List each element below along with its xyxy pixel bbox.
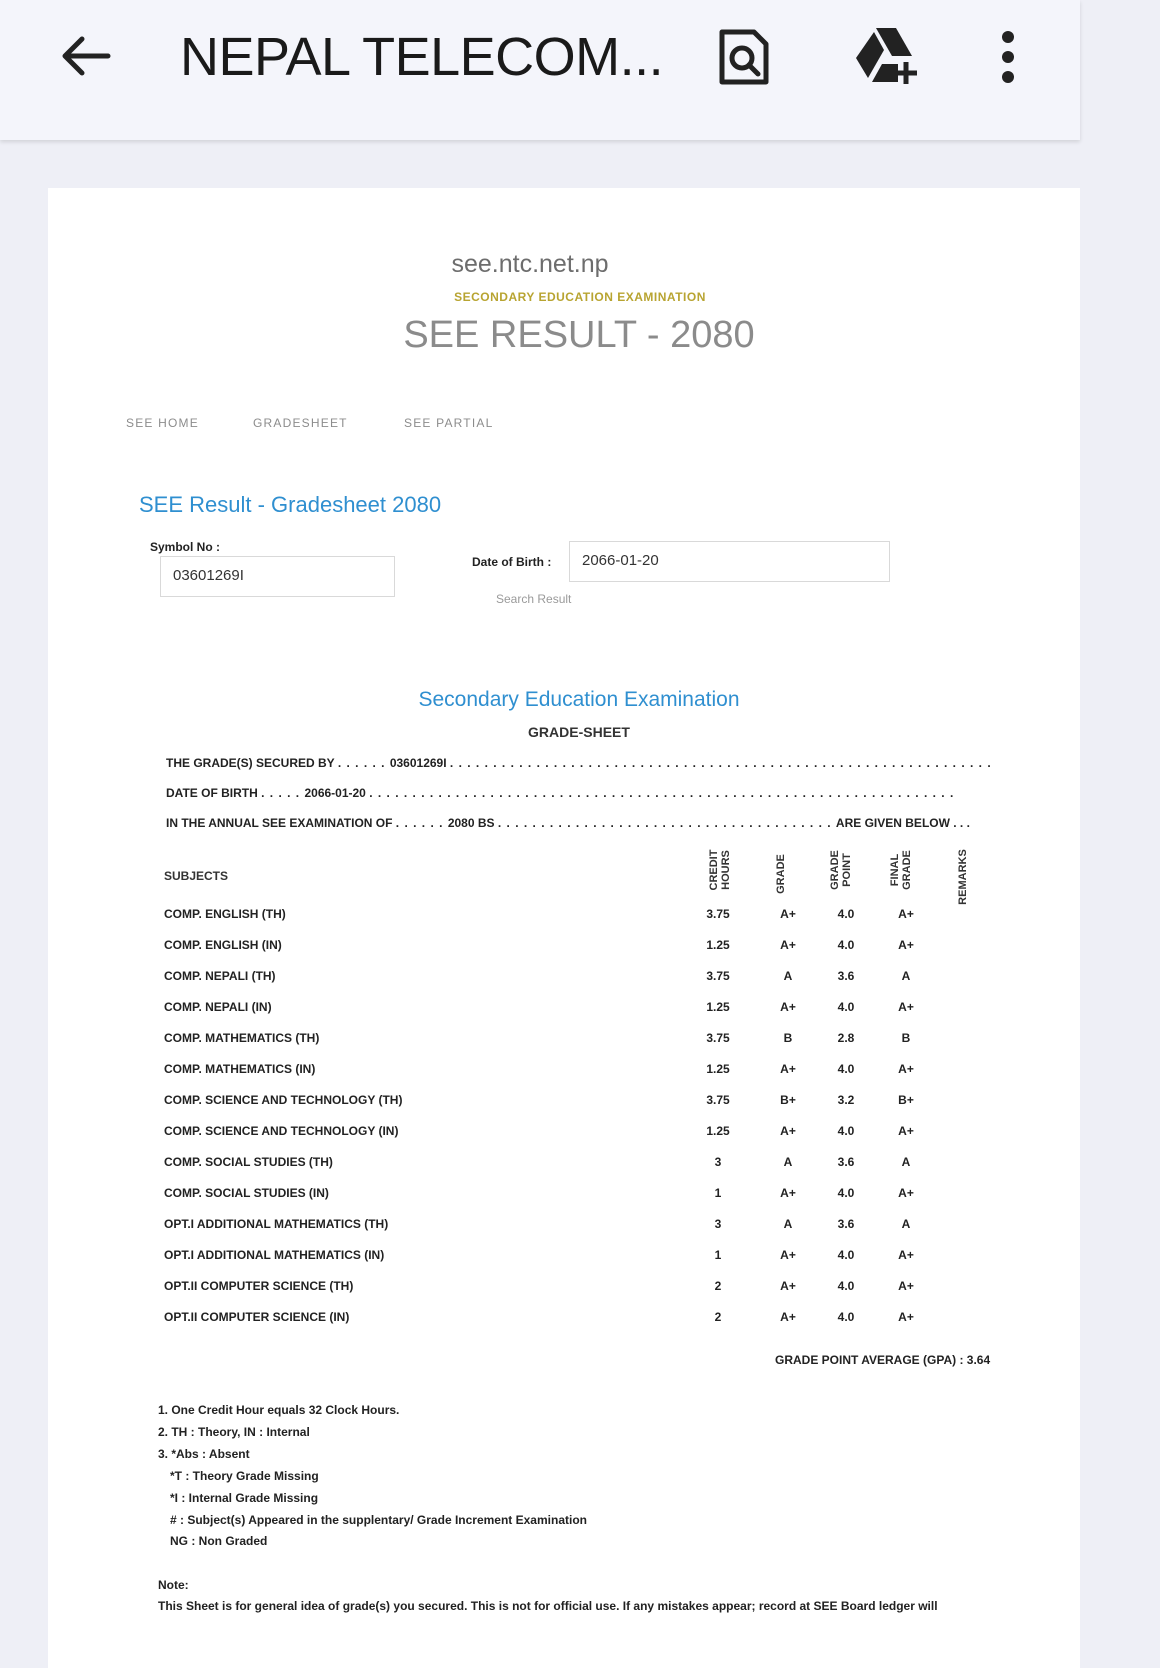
grade-cell: A xyxy=(783,1155,793,1169)
point-cell: 4.0 xyxy=(837,1000,855,1014)
final-cell: A+ xyxy=(898,1186,914,1200)
dob-line-label: DATE OF BIRTH xyxy=(166,786,258,800)
table-row xyxy=(164,1062,964,1082)
back-arrow-icon[interactable] xyxy=(58,34,114,78)
grade-cell: A+ xyxy=(780,907,796,921)
final-cell: A+ xyxy=(898,1124,914,1138)
point-cell: 2.8 xyxy=(837,1031,855,1045)
subject-cell: COMP. SOCIAL STUDIES (IN) xyxy=(164,1186,329,1200)
grade-cell: A+ xyxy=(780,1000,796,1014)
grade-cell: A+ xyxy=(780,938,796,952)
credit-cell: 1.25 xyxy=(706,1062,730,1076)
table-row xyxy=(164,969,964,989)
grade-cell: B xyxy=(783,1031,793,1045)
table-row xyxy=(164,1186,964,1206)
note-line-7: NG : Non Graded xyxy=(170,1534,268,1548)
app-title: NEPAL TELECOM... xyxy=(180,27,664,87)
final-cell: A xyxy=(901,1217,911,1231)
final-cell: A+ xyxy=(898,1310,914,1324)
table-row xyxy=(164,1217,964,1237)
credit-cell: 2 xyxy=(714,1310,722,1324)
note-label: Note: xyxy=(158,1578,189,1592)
annual-label: IN THE ANNUAL SEE EXAMINATION OF xyxy=(166,816,393,830)
table-row xyxy=(164,1000,964,1020)
dob-line: DATE OF BIRTH . . . . . 2066-01-20 . . . . . . . . . . . . . . . . . . . . . . . . . . . . . . . . . . . . . . . . . . . . . . . . . . . . . . . . . . . . . . . . . . . . xyxy=(166,786,955,800)
final-cell: B+ xyxy=(898,1093,914,1107)
subject-cell: COMP. ENGLISH (IN) xyxy=(164,938,282,952)
credit-cell: 3.75 xyxy=(706,1093,730,1107)
symbol-input[interactable]: 03601269I xyxy=(160,556,395,597)
final-cell: A+ xyxy=(898,1000,914,1014)
subject-cell: OPT.II COMPUTER SCIENCE (IN) xyxy=(164,1310,350,1324)
credit-cell: 1 xyxy=(714,1186,722,1200)
annual-exam-line: IN THE ANNUAL SEE EXAMINATION OF . . . . . . 2080 BS . . . . . . . . . . . . . . . . . . . . . . . . . . . . . . . . . . . . . . . ARE GIVEN BELOW . . . xyxy=(166,816,970,830)
add-to-drive-icon[interactable] xyxy=(854,26,922,84)
credit-cell: 3.75 xyxy=(706,969,730,983)
point-cell: 4.0 xyxy=(837,938,855,952)
point-cell: 3.2 xyxy=(837,1093,855,1107)
point-cell: 3.6 xyxy=(837,1217,855,1231)
point-cell: 4.0 xyxy=(837,907,855,921)
nav-see-home[interactable]: SEE HOME xyxy=(126,416,199,430)
final-cell: A+ xyxy=(898,1062,914,1076)
final-cell: A+ xyxy=(898,1279,914,1293)
subject-cell: COMP. SCIENCE AND TECHNOLOGY (IN) xyxy=(164,1124,399,1138)
grade-point-header: GRADE POINT xyxy=(829,850,853,890)
point-cell: 4.0 xyxy=(837,1310,855,1324)
point-cell: 3.6 xyxy=(837,1155,855,1169)
final-cell: A xyxy=(901,969,911,983)
grade-cell: A+ xyxy=(780,1124,796,1138)
credit-cell: 3.75 xyxy=(706,907,730,921)
sheet-title: Secondary Education Examination xyxy=(418,688,740,711)
subject-cell: COMP. ENGLISH (TH) xyxy=(164,907,286,921)
credit-cell: 3.75 xyxy=(706,1031,730,1045)
table-row xyxy=(164,938,964,958)
annual-suffix: ARE GIVEN BELOW . . . xyxy=(835,816,970,830)
grade-cell: A+ xyxy=(780,1279,796,1293)
grade-cell: A xyxy=(783,969,793,983)
dob-label: Date of Birth : xyxy=(472,555,552,569)
remarks-header: REMARKS xyxy=(957,849,969,905)
dob-line-value: 2066-01-20 xyxy=(304,786,366,800)
point-cell: 4.0 xyxy=(837,1124,855,1138)
more-vert-icon[interactable] xyxy=(1000,30,1016,84)
site-url: see.ntc.net.np xyxy=(451,250,609,278)
sheet-subtitle: GRADE-SHEET xyxy=(528,724,630,740)
subject-cell: COMP. MATHEMATICS (TH) xyxy=(164,1031,320,1045)
credit-cell: 3 xyxy=(714,1155,722,1169)
gradesheet-heading: SEE Result - Gradesheet 2080 xyxy=(139,492,442,517)
credit-cell: 2 xyxy=(714,1279,722,1293)
app-bar xyxy=(0,0,1080,140)
credit-cell: 1 xyxy=(714,1248,722,1262)
dob-input[interactable]: 2066-01-20 xyxy=(569,541,890,582)
subject-cell: OPT.I ADDITIONAL MATHEMATICS (TH) xyxy=(164,1217,389,1231)
point-cell: 4.0 xyxy=(837,1248,855,1262)
table-row xyxy=(164,1155,964,1175)
secured-label: THE GRADE(S) SECURED BY xyxy=(166,756,335,770)
point-cell: 4.0 xyxy=(837,1062,855,1076)
subject-cell: COMP. NEPALI (IN) xyxy=(164,1000,272,1014)
final-cell: A xyxy=(901,1155,911,1169)
find-in-page-icon[interactable] xyxy=(718,28,770,86)
note-text: This Sheet is for general idea of grade(s) you secured. This is not for official use. If any mistakes appear; record at SEE Board ledger will xyxy=(158,1599,938,1613)
document-page xyxy=(48,188,1080,1668)
grade-cell: A+ xyxy=(780,1062,796,1076)
note-line-2: 2. TH : Theory, IN : Internal xyxy=(158,1425,310,1439)
point-cell: 4.0 xyxy=(837,1186,855,1200)
annual-value: 2080 BS xyxy=(447,816,495,830)
note-line-6: # : Subject(s) Appeared in the supplentary/ Grade Increment Examination xyxy=(170,1513,587,1527)
table-row xyxy=(164,1124,964,1144)
final-cell: B xyxy=(901,1031,911,1045)
note-line-5: *I : Internal Grade Missing xyxy=(170,1491,319,1505)
symbol-label: Symbol No : xyxy=(150,540,221,554)
final-cell: A+ xyxy=(898,938,914,952)
exam-label: SECONDARY EDUCATION EXAMINATION xyxy=(454,290,706,304)
subject-cell: COMP. MATHEMATICS (IN) xyxy=(164,1062,316,1076)
table-row xyxy=(164,907,964,927)
table-row xyxy=(164,1310,964,1330)
credit-hours-header: CREDIT HOURS xyxy=(708,849,732,891)
note-line-3: 3. *Abs : Absent xyxy=(158,1447,250,1461)
credit-cell: 1.25 xyxy=(706,1000,730,1014)
subject-cell: OPT.II COMPUTER SCIENCE (TH) xyxy=(164,1279,354,1293)
note-line-1: 1. One Credit Hour equals 32 Clock Hours. xyxy=(158,1403,400,1417)
grade-cell: A+ xyxy=(780,1310,796,1324)
subjects-header: SUBJECTS xyxy=(164,869,229,883)
table-row xyxy=(164,1248,964,1268)
page-title: SEE RESULT - 2080 xyxy=(403,314,755,356)
note-line-4: *T : Theory Grade Missing xyxy=(170,1469,319,1483)
search-result-button[interactable]: Search Result xyxy=(496,592,572,606)
secured-by-line: THE GRADE(S) SECURED BY . . . . . . 03601269I . . . . . . . . . . . . . . . . . . . . . . . . . . . . . . . . . . . . . . . . . . . . . . . . . . . . . . . . . . . . . . . xyxy=(166,756,992,770)
final-grade-header: FINAL GRADE xyxy=(889,850,913,890)
nav-gradesheet[interactable]: GRADESHEET xyxy=(253,416,348,430)
final-cell: A+ xyxy=(898,1248,914,1262)
grade-header: GRADE xyxy=(775,854,787,894)
gpa-value: GRADE POINT AVERAGE (GPA) : 3.64 xyxy=(775,1353,991,1367)
secured-value: 03601269I xyxy=(389,756,447,770)
table-row xyxy=(164,1093,964,1113)
grade-cell: B+ xyxy=(780,1093,796,1107)
subject-cell: COMP. NEPALI (TH) xyxy=(164,969,276,983)
final-cell: A+ xyxy=(898,907,914,921)
subject-cell: COMP. SOCIAL STUDIES (TH) xyxy=(164,1155,333,1169)
grade-cell: A xyxy=(783,1217,793,1231)
credit-cell: 3 xyxy=(714,1217,722,1231)
table-row xyxy=(164,1031,964,1051)
table-row xyxy=(164,1279,964,1299)
credit-cell: 1.25 xyxy=(706,938,730,952)
subject-cell: COMP. SCIENCE AND TECHNOLOGY (TH) xyxy=(164,1093,403,1107)
grade-cell: A+ xyxy=(780,1186,796,1200)
subject-cell: OPT.I ADDITIONAL MATHEMATICS (IN) xyxy=(164,1248,385,1262)
point-cell: 3.6 xyxy=(837,969,855,983)
point-cell: 4.0 xyxy=(837,1279,855,1293)
grade-cell: A+ xyxy=(780,1248,796,1262)
nav-see-partial[interactable]: SEE PARTIAL xyxy=(404,416,494,430)
credit-cell: 1.25 xyxy=(706,1124,730,1138)
